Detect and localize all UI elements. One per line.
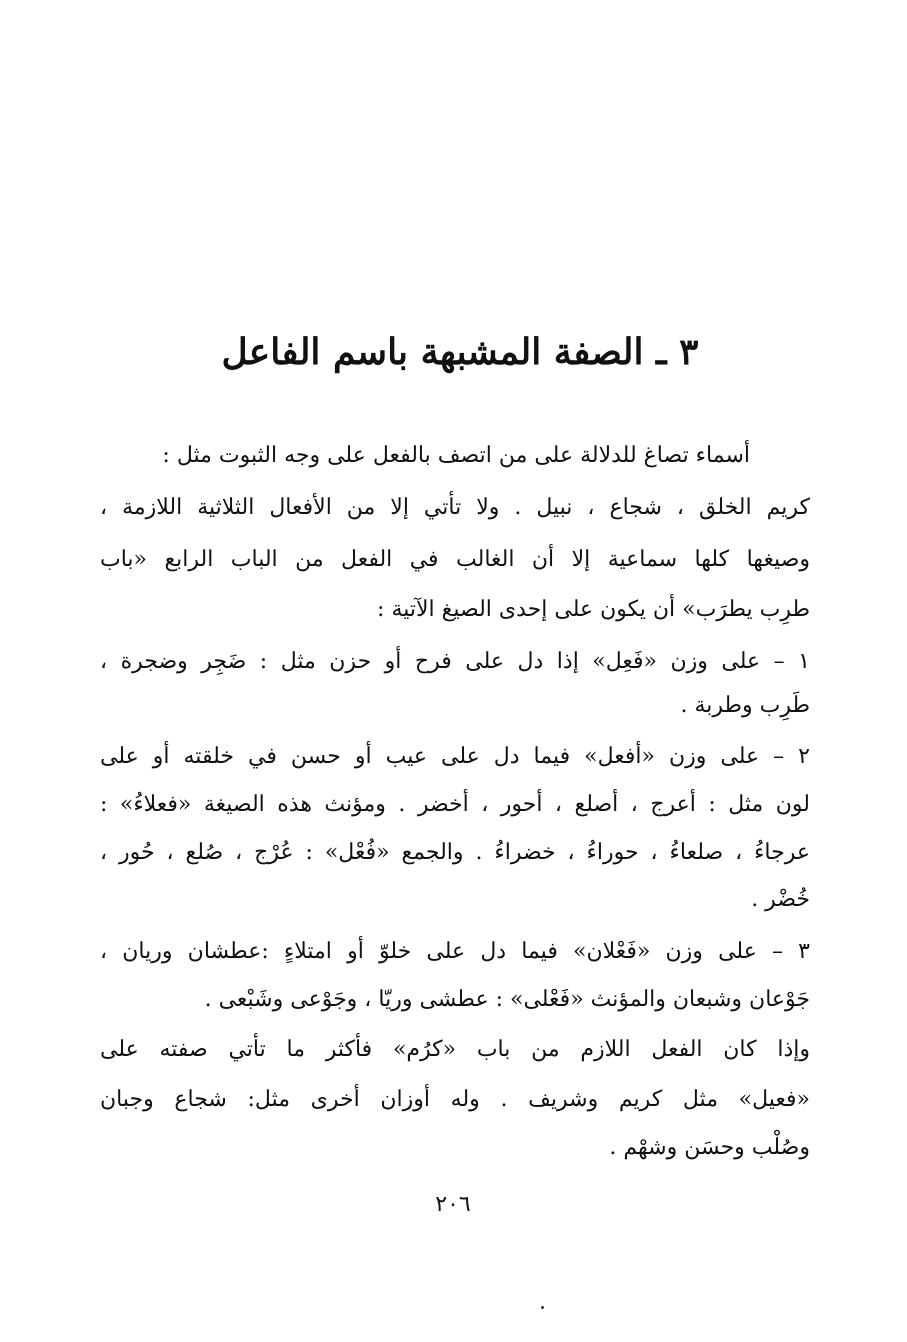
text-line-10: خُضْر . (751, 887, 810, 912)
section-heading: ٣ ـ الصفة المشبهة باسم الفاعل (221, 331, 699, 373)
text-line-8: لون مثل : أعرج ، أصلع ، أحور ، أخضر . ومؤنث هذه الصيغة «فعلاءُ» : (100, 792, 810, 817)
text-line-1: أسماء تصاغ للدلالة على من اتصف بالفعل على وجه الثبوت مثل : (162, 443, 750, 468)
scan-speck (541, 1306, 544, 1309)
text-line-4: طرِب يطرَب» أن يكون على إحدى الصيغ الآتية : (377, 597, 810, 622)
text-line-13: وإذا كان الفعل اللازم من باب «كرُم» فأكثر ما تأتي صفته على (100, 1037, 810, 1062)
text-line-3: وصيغها كلها سماعية إلا أن الغالب في الفعل من الباب الرابع «باب (100, 547, 810, 572)
text-line-11: ٣ – على وزن «فَعْلان» فيما دل على خلوّ أو امتلاءٍ :عطشان وريان ، (100, 939, 810, 964)
text-line-5: ١ – على وزن «فَعِل» إذا دل على فرح أو حزن مثل : ضَجِر وضجرة ، (100, 649, 810, 674)
text-line-14: «فعيل» مثل كريم وشريف . وله أوزان أخرى مثل: شجاع وجبان (100, 1087, 810, 1112)
text-line-2: كريم الخلق ، شجاع ، نبيل . ولا تأتي إلا من الأفعال الثلاثية اللازمة ، (100, 495, 810, 520)
text-line-15: وصُلْب وحسَن وشهْم . (609, 1135, 810, 1160)
text-line-7: ٢ – على وزن «أفعل» فيما دل على عيب أو حسن في خلقته أو على (100, 744, 810, 769)
text-line-12: جَوْعان وشبعان والمؤنث «فَعْلى» : عطشى وريّا ، وجَوْعى وشَبْعى . (204, 987, 810, 1012)
text-line-6: طَرِب وطربة . (680, 693, 810, 718)
text-line-9: عرجاءُ ، صلعاءُ ، حوراءُ ، خضراءُ . والجمع «فُعْل» : عُرْج ، صُلع ، حُور ، (100, 840, 810, 865)
page-number: ٢٠٦ (435, 1192, 471, 1217)
